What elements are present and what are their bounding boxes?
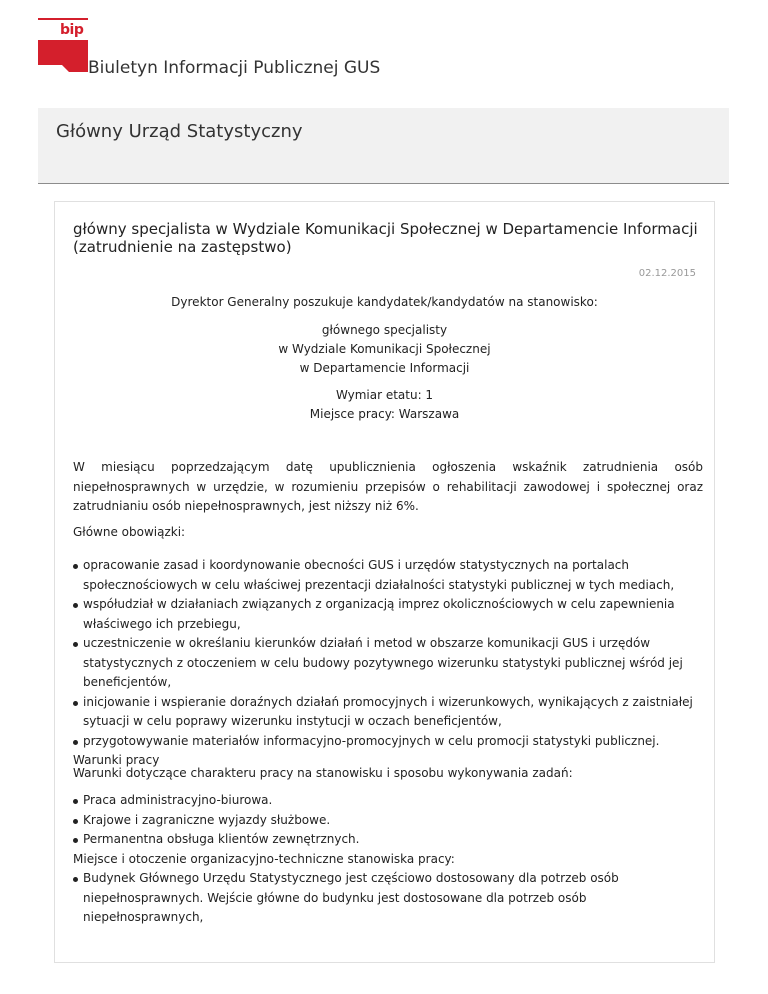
list-item: Permanentna obsługa klientów zewnętrznych. (73, 830, 703, 850)
etat-text: Wymiar etatu: 1 (335, 388, 434, 402)
intro-text: Dyrektor Generalny poszukuje kandydatek/kandydatów na stanowisko: (171, 295, 598, 309)
environment-heading: Miejsce i otoczenie organizacyjno-techniczne stanowiska pracy: (73, 851, 455, 866)
conditions-list (73, 791, 703, 850)
article-card (54, 201, 715, 963)
list-item: Krajowe i zagraniczne wyjazdy służbowe. (73, 811, 703, 831)
position-line: w Wydziale Komunikacji Społecznej (278, 342, 491, 356)
logo-block (38, 40, 88, 72)
list-item: współudział w działaniach związanych z organizacją imprez okolicznościowych w celu zapewnienia właściwego ich przebiegu, (73, 595, 703, 634)
site-title[interactable]: Biuletyn Informacji Publicznej GUS (88, 58, 381, 78)
conditions-section (73, 791, 703, 869)
disability-note: W miesiącu poprzedzającym datę upublicznienia ogłoszenia wskaźnik zatrudnienia osób niepełnosprawnych w urzędzie, w rozumieniu przepisów o rehabilitacji zawodowej i społecznej oraz zatrudnianiu osób niepełnosprawnych, jest niższy niż 6%. (73, 460, 703, 513)
duties-list (73, 556, 703, 751)
conditions-nature-heading: Warunki dotyczące charakteru pracy na stanowisku i sposobu wykonywania zadań: (73, 766, 573, 780)
duties-heading: Główne obowiązki: (73, 525, 186, 539)
position-block (55, 321, 714, 378)
list-item: Praca administracyjno-biurowa. (73, 791, 703, 811)
etat-block (55, 386, 714, 424)
list-item: inicjowanie i wspieranie doraźnych działań promocyjnych i wizerunkowych, wynikających z zaistniałej sytuacji w celu poprawy wizerunku instytucji w oczach beneficjentów, (73, 693, 703, 732)
position-line: w Departamencie Informacji (299, 361, 470, 375)
bip-logo[interactable] (38, 18, 88, 72)
organization-name[interactable]: Główny Urząd Statystyczny (56, 121, 303, 142)
position-line: głównego specjalisty (321, 323, 448, 337)
place-text: Miejsce pracy: Warszawa (309, 407, 460, 421)
logo-text: bip (60, 22, 84, 38)
list-item: Budynek Głównego Urzędu Statystycznego jest częściowo dostosowany dla potrzeb osób niepełnosprawnych. Wejście główne do budynku jest dostosowane dla potrzeb osób niepełnosprawnych, (73, 869, 703, 928)
logo-line (38, 18, 88, 20)
article-title: główny specjalista w Wydziale Komunikacji Społecznej w Departamencie Informacji (zatrudnienie na zastępstwo) (73, 220, 698, 256)
conditions-heading: Warunki pracy (73, 753, 160, 767)
list-item: uczestniczenie w określaniu kierunków działań i metod w obszarze komunikacji GUS i urzędów statystycznych z otoczeniem w celu budowy pozytywnego wizerunku statystyki publicznej wśród jej beneficjentów, (73, 634, 703, 693)
list-item: opracowanie zasad i koordynowanie obecności GUS i urzędów statystycznych na portalach społecznościowych w celu właściwej prezentacji działalności statystyki publicznej w tych mediach, (73, 556, 703, 595)
environment-list (73, 869, 703, 928)
article-date: 02.12.2015 (638, 268, 696, 279)
list-item: przygotowywanie materiałów informacyjno-promocyjnych w celu promocji statystyki publicznej. (73, 732, 703, 752)
environment-section (73, 869, 703, 928)
organization-band (38, 108, 729, 184)
duties-section (73, 556, 703, 771)
